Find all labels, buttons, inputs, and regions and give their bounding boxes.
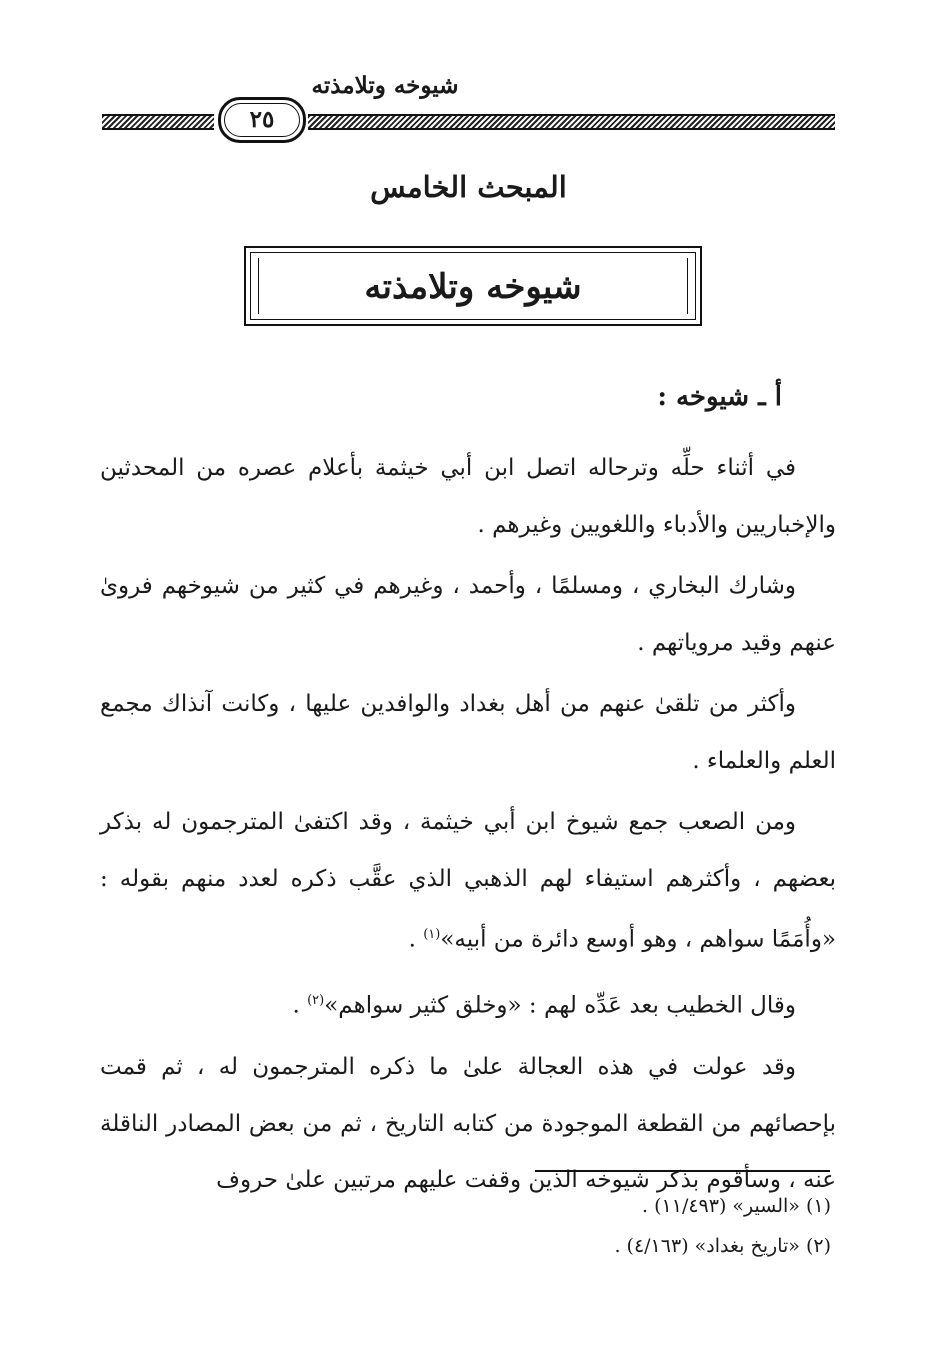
paragraph-4-text: ومن الصعب جمع شيوخ ابن أبي خيثمة ، وقد اكتفىٰ المترجمون له بذكر بعضهم ، وأكثرهم استيفاء لهم الذهبي الذي عقَّب ذكره لعدد منهم بقوله : «وأُمَمًا سواهم ، وهو أوسع دائرة من أبيه»	[100, 809, 836, 953]
paragraph-3: وأكثر من تلقىٰ عنهم من أهل بغداد والوافدين عليها ، وكانت آنذاك مجمع العلم والعلماء .	[100, 691, 836, 774]
page-number-text: ٢٥	[249, 106, 275, 133]
header-rule-right	[308, 114, 835, 130]
paragraph-4	[100, 794, 836, 968]
chapter-title: شيوخه وتلامذته	[364, 267, 582, 307]
chapter-title-frame	[244, 246, 702, 326]
paragraph-5-text: وقال الخطيب بعد عَدِّه لهم : «وخلق كثير سواهم»	[324, 992, 796, 1019]
paragraph-6: وقد عولت في هذه العجالة علىٰ ما ذكره المترجمون له ، ثم قمت بإحصائهم من القطعة الموجودة من كتابه التاريخ ، ثم من بعض المصادر الناقلة عنه ، وسأقوم بذكر شيوخه الذين وقفت عليهم مرتبين علىٰ حروف	[100, 1054, 836, 1194]
body-text	[100, 440, 836, 1214]
footnote-ref-2[interactable]: (٢)	[307, 993, 325, 1009]
footnote-ref-1[interactable]: (١)	[423, 927, 441, 942]
footnotes	[131, 1186, 831, 1266]
running-title: شيوخه وتلامذته	[311, 72, 459, 99]
paragraph-5-end: .	[292, 992, 300, 1019]
paragraph-1: في أثناء حلِّه وترحاله اتصل ابن أبي خيثمة بأعلام عصره من المحدثين والإخباريين والأدباء واللغويين وغيرهم .	[100, 455, 836, 538]
sub-heading: أ ـ شيوخه :	[657, 382, 782, 412]
paragraph-4-end: .	[408, 926, 416, 953]
footnote-separator	[535, 1170, 830, 1172]
paragraph-2: وشارك البخاري ، ومسلمًا ، وأحمد ، وغيرهم في كثير من شيوخهم فروىٰ عنهم وقيد مروياتهم .	[100, 573, 836, 656]
section-label: المبحث الخامس	[370, 170, 567, 204]
footnote-1: (١) «السير» (١١/٤٩٣) .	[642, 1195, 831, 1217]
footnote-2: (٢) «تاريخ بغداد» (٤/١٦٣) .	[614, 1235, 831, 1257]
header-rule-left	[102, 114, 214, 130]
paragraph-5	[100, 973, 836, 1034]
page-number	[218, 97, 306, 143]
